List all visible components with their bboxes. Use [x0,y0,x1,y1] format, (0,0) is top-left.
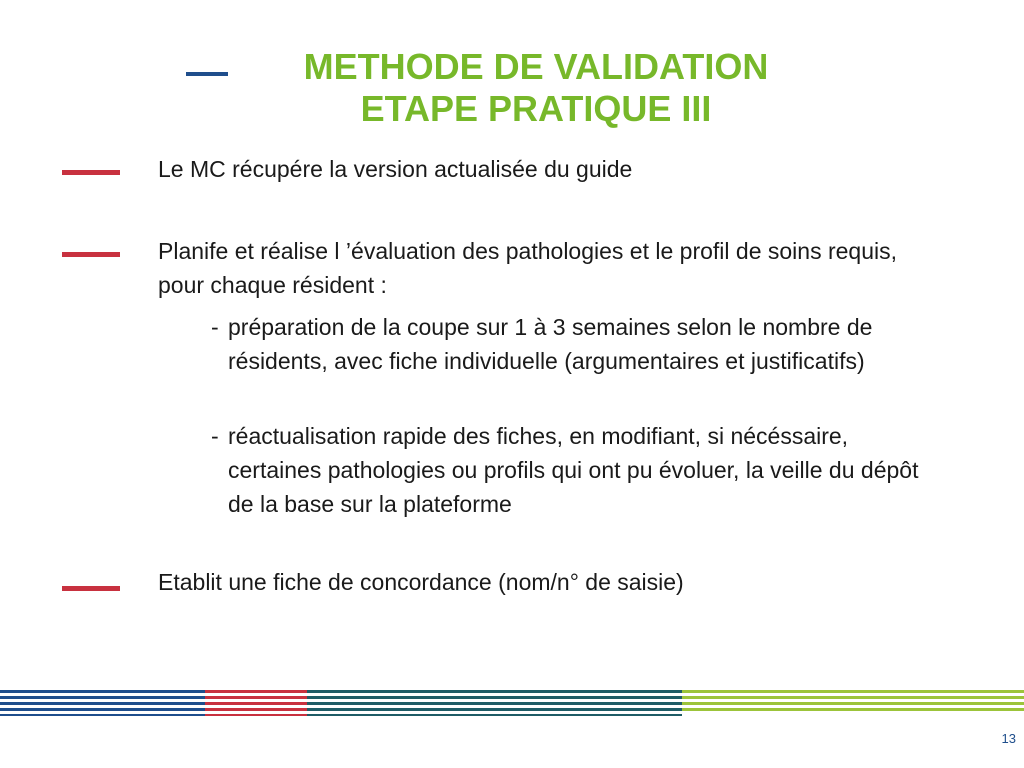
bullet-marker-3 [62,586,120,591]
slide-title [236,46,836,130]
bullet-marker-2 [62,252,120,257]
bullet-text-1: Le MC récupére la version actualisée du guide [158,156,633,182]
sub-bullet-marker-1: - [211,314,219,340]
sub-bullet-text-2: réactualisation rapide des fiches, en modifiant, si nécéssaire, certaines pathologies ou profils qui ont pu évoluer, la veille du dépôt de la base sur la plateforme [228,423,919,517]
page-number: 13 [1001,731,1016,746]
footer-stripes-graphic [0,689,1024,717]
title-line-1: METHODE DE VALIDATION [303,46,769,87]
bullet-text-2: Planife et réalise l ’évaluation des pathologies et le profil de soins requis, pour chaque résident : [158,238,897,298]
sub-bullet-marker-2: - [211,423,219,449]
title-dash-decoration [186,72,228,76]
title-line-2: ETAPE PRATIQUE III [360,88,712,129]
sub-bullet-text-1: préparation de la coupe sur 1 à 3 semaines selon le nombre de résidents, avec fiche individuelle (argumentaires et justificatifs) [228,314,873,374]
footer-stripes [0,689,1024,717]
bullet-marker-1 [62,170,120,175]
bullet-text-3: Etablit une fiche de concordance (nom/n° de saisie) [158,569,684,595]
